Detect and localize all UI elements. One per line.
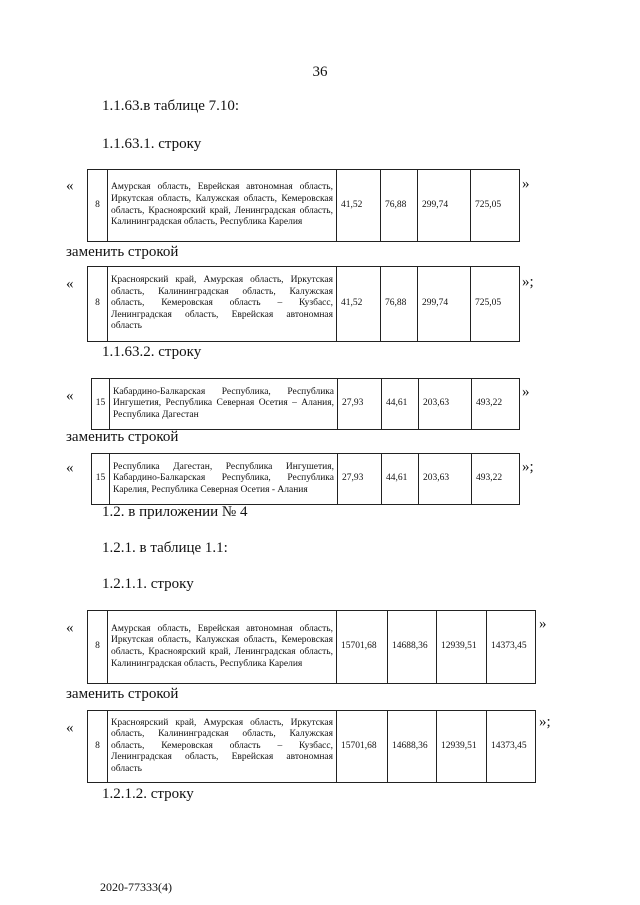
row-regions: Кабардино-Балкарская Республика, Республика Ингушетия, Республика Северная Осетия – Алания, Республика Дагестан <box>110 379 338 430</box>
close-quote-semicolon: »; <box>522 274 534 290</box>
row-value-3: 299,74 <box>418 267 471 342</box>
row-value-2: 44,61 <box>382 454 419 505</box>
row-number: 8 <box>88 711 108 783</box>
close-quote-semicolon: »; <box>539 714 551 730</box>
open-quote: « <box>66 460 74 476</box>
row-value-1: 41,52 <box>337 170 381 242</box>
open-quote: « <box>66 276 74 292</box>
table-row-2 <box>87 266 520 342</box>
table-row-6 <box>87 710 536 783</box>
row-value-1: 27,93 <box>338 379 382 430</box>
row-value-3: 299,74 <box>418 170 471 242</box>
row-regions: Красноярский край, Амурская область, Иркутская область, Калининградская область, Калужская область, Кемеровская область – Кузбасс, Ленинградская область, Еврейская автономная область <box>108 711 337 783</box>
replace-label: заменить строкой <box>66 686 179 702</box>
replace-label: заменить строкой <box>66 429 179 445</box>
close-quote-semicolon: »; <box>522 459 534 475</box>
open-quote: « <box>66 620 74 636</box>
row-value-3: 12939,51 <box>437 711 487 783</box>
table-row-5 <box>87 610 536 684</box>
section-heading-1-1-63: 1.1.63.в таблице 7.10: <box>102 98 240 114</box>
row-number: 15 <box>92 454 110 505</box>
table-row-3 <box>91 378 520 430</box>
row-value-4: 493,22 <box>472 379 520 430</box>
row-value-4: 725,05 <box>471 267 520 342</box>
replace-label: заменить строкой <box>66 244 179 260</box>
open-quote: « <box>66 178 74 194</box>
row-value-4: 493,22 <box>472 454 520 505</box>
row-value-2: 14688,36 <box>388 711 437 783</box>
close-quote: » <box>539 616 547 632</box>
row-value-2: 14688,36 <box>388 611 437 684</box>
row-value-4: 725,05 <box>471 170 520 242</box>
row-value-1: 27,93 <box>338 454 382 505</box>
open-quote: « <box>66 720 74 736</box>
row-value-4: 14373,45 <box>487 711 536 783</box>
row-value-1: 41,52 <box>337 267 381 342</box>
row-regions: Амурская область, Еврейская автономная область, Иркутская область, Калужская область, Кемеровская область, Красноярский край, Ленинградская область, Калининградская область, Республика Карелия <box>108 170 337 242</box>
close-quote: » <box>522 384 530 400</box>
row-value-1: 15701,68 <box>337 711 388 783</box>
row-number: 8 <box>88 170 108 242</box>
row-value-3: 12939,51 <box>437 611 487 684</box>
row-value-3: 203,63 <box>419 379 472 430</box>
document-footer-code: 2020-77333(4) <box>100 880 172 894</box>
table-row-4 <box>91 453 520 505</box>
row-value-1: 15701,68 <box>337 611 388 684</box>
row-number: 8 <box>88 611 108 684</box>
row-regions: Республика Дагестан, Республика Ингушетия, Кабардино-Балкарская Республика, Республика Карелия, Республика Северная Осетия - Алания <box>110 454 338 505</box>
section-heading-1-2-1-1: 1.2.1.1. строку <box>102 576 194 592</box>
row-regions: Красноярский край, Амурская область, Иркутская область, Калининградская область, Калужская область, Кемеровская область – Кузбасс, Ленинградская область, Еврейская автономная область <box>108 267 337 342</box>
row-number: 15 <box>92 379 110 430</box>
section-heading-1-2: 1.2. в приложении № 4 <box>102 504 248 520</box>
section-heading-1-2-1: 1.2.1. в таблице 1.1: <box>102 540 228 556</box>
row-value-3: 203,63 <box>419 454 472 505</box>
row-regions: Амурская область, Еврейская автономная область, Иркутская область, Калужская область, Кемеровская область, Красноярский край, Ленинградская область, Калининградская область, Республика Карелия <box>108 611 337 684</box>
row-value-2: 76,88 <box>381 267 418 342</box>
row-value-4: 14373,45 <box>487 611 536 684</box>
row-value-2: 44,61 <box>382 379 419 430</box>
table-row-1 <box>87 169 520 242</box>
open-quote: « <box>66 388 74 404</box>
section-heading-1-1-63-2: 1.1.63.2. строку <box>102 344 202 360</box>
page-number: 36 <box>312 64 328 80</box>
row-value-2: 76,88 <box>381 170 418 242</box>
section-heading-1-2-1-2: 1.2.1.2. строку <box>102 786 194 802</box>
close-quote: » <box>522 176 530 192</box>
section-heading-1-1-63-1: 1.1.63.1. строку <box>102 136 202 152</box>
row-number: 8 <box>88 267 108 342</box>
